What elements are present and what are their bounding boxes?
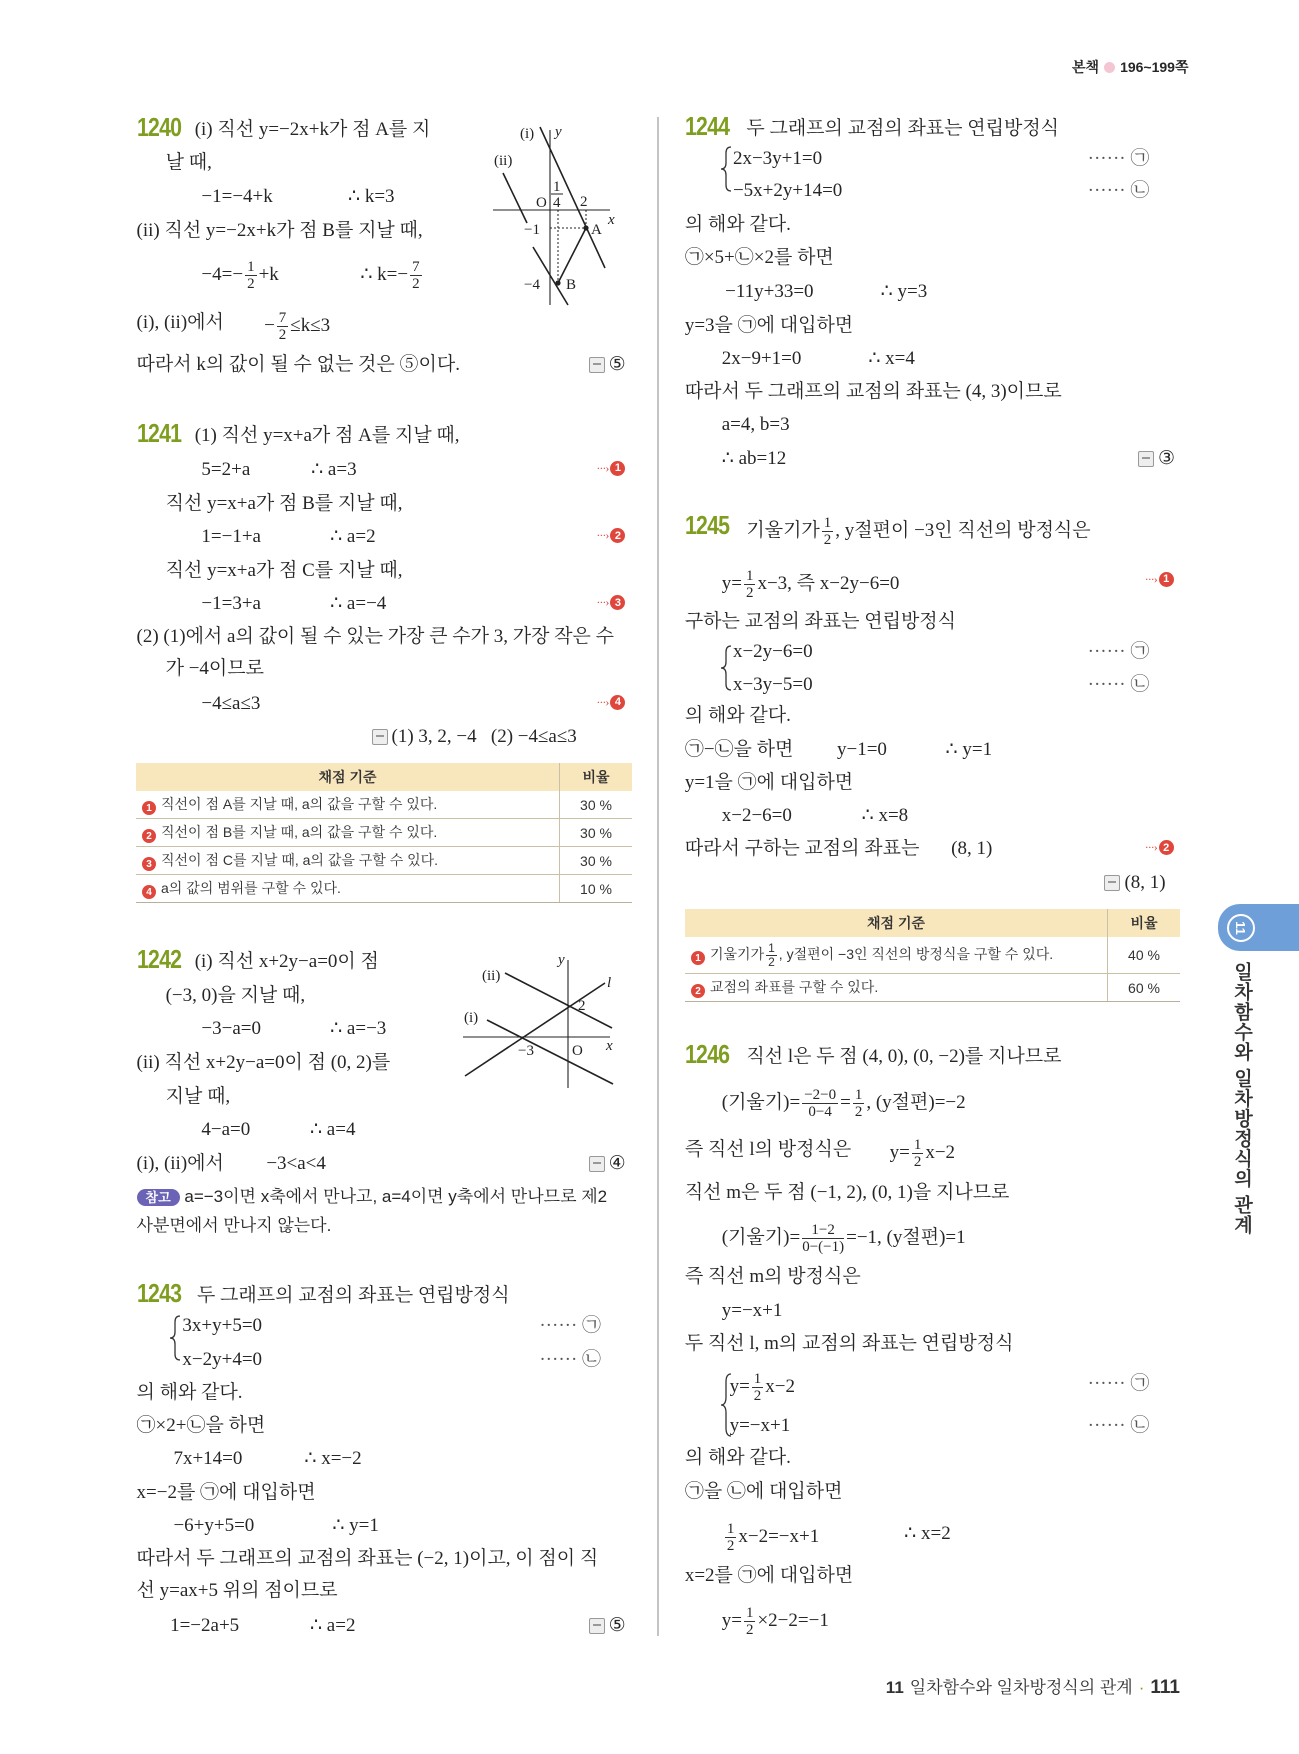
equation: ∴ ab=12 <box>721 447 787 469</box>
text: 기울기가 <box>746 520 820 542</box>
criterion: 직선이 점 B를 지날 때, a의 값을 구할 수 있다. <box>161 823 438 840</box>
fraction <box>822 515 834 548</box>
equation-result: ∴ y=1 <box>945 738 993 760</box>
step-number: 2 <box>1159 840 1174 855</box>
equation: y=−x+1 <box>721 1300 783 1322</box>
problem-number: 1244 <box>684 110 729 141</box>
step-number: 1 <box>1159 572 1174 587</box>
graph-label: 1 <box>553 179 561 195</box>
table-row <box>136 875 632 903</box>
ratio: 30 % <box>560 819 633 847</box>
criterion: 직선이 점 A를 지날 때, a의 값을 구할 수 있다. <box>161 795 438 812</box>
answer-value: ⑤ <box>608 1614 626 1636</box>
text: y= <box>729 1376 750 1398</box>
graph-label: −4 <box>524 277 540 293</box>
answer-icon <box>372 729 388 745</box>
table-row <box>136 847 632 875</box>
numerator: 1−2 <box>802 1222 844 1239</box>
criterion: 직선이 점 C를 지날 때, a의 값을 구할 수 있다. <box>161 851 439 868</box>
chapter-tab-number: 11 <box>1227 914 1255 942</box>
solution-line: 직선 y=x+a가 점 B를 지날 때, <box>165 492 403 514</box>
text: =−1, (y절편)=1 <box>846 1227 966 1249</box>
arrow-icon <box>596 595 608 610</box>
step-marker <box>596 461 625 476</box>
problem-number: 1243 <box>136 1277 181 1308</box>
denominator: 2 <box>412 275 420 292</box>
equation: x−3y−5=0 <box>732 673 813 695</box>
equation-tag: ······ ㉡ <box>1087 673 1150 695</box>
text: (기울기)= <box>721 1091 801 1113</box>
equation-tag: ······ ㉠ <box>539 1315 602 1336</box>
step-number: 1 <box>142 801 156 815</box>
note-badge: 참고 <box>137 1189 180 1206</box>
denominator: 2 <box>753 1388 762 1405</box>
solution-line: 두 직선 l, m의 교점의 좌표는 연립방정식 <box>684 1332 1014 1354</box>
ratio: 10 % <box>560 875 633 903</box>
solution-line: 선 y=ax+5 위의 점이므로 <box>136 1580 338 1602</box>
graph-label: y <box>558 952 565 968</box>
step-marker <box>596 695 625 710</box>
answer <box>589 1613 626 1639</box>
graph-label: O <box>572 1043 583 1059</box>
equation: 4−a=0 <box>201 1119 251 1141</box>
equation: x−2y+4=0 <box>182 1348 263 1370</box>
fraction <box>853 1087 865 1120</box>
chapter-title: 일차함수와 일차방정식의 관계 <box>909 1678 1133 1697</box>
text: x−2 <box>765 1376 796 1398</box>
answer-value: ⑤ <box>608 353 626 375</box>
grading-table <box>136 763 632 903</box>
step-number: 2 <box>142 829 156 843</box>
equation <box>730 1371 795 1404</box>
chapter-tab-title: 일차함수와 일차방정식의 관계 <box>1231 962 1252 1235</box>
solution-line: (2) (1)에서 a의 값이 될 수 있는 가장 큰 수가 3, 가장 작은 수 <box>136 625 614 647</box>
page-footer <box>886 1673 1180 1699</box>
solution-line: ㉠×5+㉡×2를 하면 <box>684 247 834 269</box>
arrow-icon <box>596 695 608 710</box>
problem-number: 1245 <box>684 510 729 541</box>
solution-line: 따라서 두 그래프의 교점의 좌표는 (−2, 1)이고, 이 점이 직 <box>136 1547 599 1569</box>
answer-value: (1) 3, 2, −4 (2) −4≤a≤3 <box>391 726 577 748</box>
ratio: 30 % <box>560 791 633 819</box>
equation-result: ∴ k=3 <box>348 185 395 207</box>
answer-value: (8, 1) <box>1124 871 1166 893</box>
ratio: 40 % <box>1108 937 1181 974</box>
equation-result: ∴ a=4 <box>309 1119 356 1141</box>
solution-line: 즉 직선 l의 방정식은 <box>684 1139 852 1161</box>
solution-line: 날 때, <box>165 152 212 174</box>
denominator: 2 <box>278 327 287 344</box>
equation <box>722 568 900 601</box>
fraction <box>752 1371 764 1404</box>
coordinate: (8, 1) <box>951 838 993 860</box>
solution-line: 의 해와 같다. <box>684 705 791 727</box>
equation-result: ∴ a=−4 <box>330 593 387 615</box>
equation: y=−x+1 <box>729 1414 791 1436</box>
arrow-icon <box>1145 840 1157 855</box>
equation <box>722 1222 966 1255</box>
solution-line: (i) 직선 x+2y−a=0이 점 <box>194 951 379 973</box>
equation-tag: ······ ㉡ <box>539 1348 602 1370</box>
equation-result: ∴ x=4 <box>868 348 915 370</box>
solution-line: 따라서 k의 값이 될 수 없는 것은 ⑤이다. <box>136 353 460 375</box>
fraction <box>410 259 422 292</box>
column-header: 채점 기준 <box>685 909 1108 937</box>
solution-line: 따라서 두 그래프의 교점의 좌표는 (4, 3)이므로 <box>684 380 1062 402</box>
solution-line: 직선 y=x+a가 점 C를 지날 때, <box>165 559 403 581</box>
graph-label: −3 <box>518 1043 534 1059</box>
table-row <box>136 791 632 819</box>
graph-label: O <box>536 195 547 211</box>
arrow-icon <box>596 528 608 543</box>
solution-line: 가 −4이므로 <box>165 658 264 680</box>
column-header: 비율 <box>560 763 633 791</box>
solution-line: 따라서 구하는 교점의 좌표는 <box>684 838 920 860</box>
fraction <box>802 1222 844 1255</box>
text: ×2−2=−1 <box>757 1609 829 1631</box>
equation: 1=−2a+5 <box>170 1614 240 1636</box>
numerator: 1 <box>913 1137 922 1154</box>
equation <box>890 1137 955 1170</box>
inequality: −3<a<4 <box>266 1152 326 1174</box>
equation: −3−a=0 <box>201 1018 261 1040</box>
denominator: 2 <box>823 532 832 549</box>
numerator: 7 <box>412 258 420 275</box>
text: − <box>264 315 275 337</box>
solution-line: (i), (ii)에서 <box>136 1152 224 1174</box>
solution-line: (i), (ii)에서 <box>136 312 224 334</box>
page-range: 196~199쪽 <box>1120 59 1189 76</box>
equation: 2x−9+1=0 <box>721 348 802 370</box>
line-l <box>465 983 605 1076</box>
equation <box>722 1605 829 1638</box>
denominator: 2 <box>745 1622 754 1639</box>
graph-label: (i) <box>520 126 535 142</box>
problem-number: 1242 <box>136 944 181 975</box>
system-brace <box>721 147 731 191</box>
equation: −1=3+a <box>201 593 261 615</box>
equation: −11y+33=0 <box>725 281 814 303</box>
answer-value: ④ <box>608 1152 626 1174</box>
step-marker <box>1145 840 1174 855</box>
problem-number: 1246 <box>684 1039 729 1070</box>
step-number: 4 <box>142 885 156 899</box>
numerator: 1 <box>753 1371 762 1388</box>
equation: 7x+14=0 <box>173 1448 243 1470</box>
solution-line: x=2를 ㉠에 대입하면 <box>684 1564 854 1586</box>
text: y= <box>889 1142 910 1164</box>
step-marker <box>596 595 625 610</box>
answer-icon <box>589 1618 605 1634</box>
graph-label: x <box>606 1038 613 1054</box>
point-b <box>555 280 560 285</box>
fraction <box>277 310 289 343</box>
table-row <box>136 819 632 847</box>
separator: · <box>1138 1678 1145 1697</box>
equation: −6+y+5=0 <box>173 1515 255 1537</box>
numerator: 1 <box>745 567 754 584</box>
step-marker <box>596 528 625 543</box>
graph-label: (ii) <box>482 968 501 984</box>
answer <box>372 724 577 750</box>
denominator: 2 <box>726 1538 735 1555</box>
denominator: 0−4 <box>808 1103 832 1120</box>
equation: −1=−4+k <box>201 185 273 207</box>
text: y= <box>721 1609 742 1631</box>
ratio: 60 % <box>1108 974 1181 1002</box>
graph-label: (ii) <box>494 153 513 169</box>
text: = <box>840 1091 851 1113</box>
solution-line: 두 그래프의 교점의 좌표는 연립방정식 <box>196 1284 510 1306</box>
text: −4=− <box>201 263 244 285</box>
step-number: 3 <box>610 595 625 610</box>
solution-line: (−3, 0)을 지날 때, <box>165 984 306 1006</box>
graph-label: 4 <box>553 195 561 211</box>
solution-line: 의 해와 같다. <box>684 213 791 235</box>
denominator: 2 <box>745 584 754 601</box>
text: y= <box>721 572 742 594</box>
numerator: −2−0 <box>804 1086 837 1103</box>
graph-label: l <box>607 975 612 991</box>
solution-line: 의 해와 같다. <box>684 1447 791 1469</box>
equation: 3x+y+5=0 <box>182 1315 263 1336</box>
criterion: 교점의 좌표를 구할 수 있다. <box>710 978 879 995</box>
equation-result: ∴ x=8 <box>861 804 909 826</box>
step-number: 2 <box>691 984 705 998</box>
answer <box>1104 870 1165 896</box>
fraction <box>766 942 777 969</box>
equation-result <box>360 259 423 292</box>
text: ∴ k=− <box>360 263 409 285</box>
equation-result: ∴ y=1 <box>332 1515 379 1537</box>
equation-result: ∴ x=−2 <box>304 1448 362 1470</box>
solution-line: (ii) 직선 x+2y−a=0이 점 (0, 2)를 <box>136 1052 391 1074</box>
denominator: 0−(−1) <box>802 1239 845 1256</box>
denominator: 2 <box>913 1154 922 1171</box>
note <box>137 1184 608 1210</box>
line-ii <box>505 973 612 1028</box>
numerator: 1 <box>726 1521 735 1538</box>
fraction <box>744 568 756 601</box>
graph-label: B <box>566 277 577 293</box>
column-header: 비율 <box>1108 909 1181 937</box>
equation-result: ∴ a=2 <box>309 1614 356 1636</box>
text: +k <box>258 263 279 285</box>
equation-result: ∴ a=2 <box>330 526 376 548</box>
solution-line: x=−2를 ㉠에 대입하면 <box>136 1481 316 1503</box>
point-a <box>583 225 588 230</box>
denominator: 2 <box>854 1103 863 1120</box>
graph-label: (i) <box>464 1010 479 1026</box>
text: , (y절편)=−2 <box>866 1091 966 1113</box>
numerator: 1 <box>854 1086 863 1103</box>
column-header: 채점 기준 <box>136 763 560 791</box>
equation <box>201 259 278 292</box>
numerator: 1 <box>823 515 832 532</box>
text: , y절편이 −3인 직선의 방정식은 <box>835 520 1091 542</box>
equation: 2x−3y+1=0 <box>732 147 823 169</box>
solution-line: ㉠−㉡을 하면 <box>684 738 794 760</box>
fraction <box>245 259 257 292</box>
equation <box>723 1521 819 1554</box>
equation-result: ∴ a=3 <box>311 458 357 480</box>
text: x−2=−x+1 <box>738 1526 820 1547</box>
answer <box>589 1151 626 1177</box>
grading-table <box>685 909 1180 1002</box>
solution-line: 의 해와 같다. <box>136 1382 243 1404</box>
step-marker <box>1145 572 1174 587</box>
denominator: 2 <box>768 954 775 969</box>
fraction <box>802 1087 838 1120</box>
table-row <box>685 937 1180 974</box>
text: (기울기)= <box>721 1227 801 1249</box>
solution-line: 직선 m은 두 점 (−1, 2), (0, 1)을 지나므로 <box>684 1181 1010 1203</box>
equation: x−2y−6=0 <box>732 641 813 663</box>
equation: y−1=0 <box>837 738 887 760</box>
segment-ab <box>558 228 586 283</box>
solution-line: y=3을 ㉠에 대입하면 <box>684 314 854 336</box>
equation: x−2−6=0 <box>721 804 792 826</box>
fraction <box>725 1521 737 1554</box>
answer <box>1138 446 1175 472</box>
text: x−3, 즉 x−2y−6=0 <box>757 572 900 594</box>
equation-result: ∴ y=3 <box>880 281 928 303</box>
numerator: 1 <box>745 1605 754 1622</box>
chapter-number: 11 <box>885 1678 904 1697</box>
problem-number: 1241 <box>136 418 181 449</box>
step-number: 3 <box>142 857 156 871</box>
solution-line: 두 그래프의 교점의 좌표는 연립방정식 <box>746 117 1060 139</box>
solution-line: (ii) 직선 y=−2x+k가 점 B를 지날 때, <box>136 219 423 241</box>
graph-label: x <box>608 212 615 228</box>
inequality <box>264 310 330 343</box>
graph-label: y <box>555 124 562 140</box>
criterion: a의 값의 범위를 구할 수 있다. <box>161 879 341 896</box>
equation: 5=2+a <box>201 458 251 480</box>
fraction <box>744 1605 756 1638</box>
inequality: −4≤a≤3 <box>201 692 261 714</box>
equation-tag: ······ ㉠ <box>1087 1373 1150 1395</box>
equation: a=4, b=3 <box>721 414 790 436</box>
line-ii-upper <box>503 173 527 223</box>
step-number: 4 <box>610 695 625 710</box>
graph-label: 2 <box>580 194 588 210</box>
numerator: 1 <box>768 940 775 955</box>
step-number: 1 <box>610 461 625 476</box>
equation <box>722 1087 966 1120</box>
solution-line: 직선 l은 두 점 (4, 0), (0, −2)를 지나므로 <box>746 1046 1062 1068</box>
arrow-icon <box>1145 572 1157 587</box>
fraction <box>912 1137 924 1170</box>
equation: −5x+2y+14=0 <box>732 180 843 202</box>
answer <box>589 352 626 378</box>
solution-line: 즉 직선 m의 방정식은 <box>684 1265 861 1287</box>
solution-line: 지날 때, <box>165 1085 231 1107</box>
text: x−2 <box>925 1142 956 1164</box>
equation-tag: ······ ㉠ <box>1087 641 1150 663</box>
answer-icon <box>589 357 605 373</box>
solution-line <box>746 515 1090 548</box>
line-i <box>487 1020 613 1084</box>
equation-result: ∴ a=−3 <box>330 1018 387 1040</box>
system-brace <box>170 1316 180 1360</box>
answer-icon <box>1104 875 1120 891</box>
solution-line: ㉠을 ㉡에 대입하면 <box>684 1480 843 1502</box>
text: ≤k≤3 <box>290 315 331 337</box>
note-text: 사분면에서 만나지 않는다. <box>136 1216 332 1236</box>
solution-line: y=1을 ㉠에 대입하면 <box>684 772 854 794</box>
solution-line: 구하는 교점의 좌표는 연립방정식 <box>684 611 957 633</box>
table-row <box>685 974 1180 1002</box>
problem-number: 1240 <box>136 111 181 142</box>
answer-value: ③ <box>1158 447 1176 469</box>
ratio: 30 % <box>560 847 633 875</box>
solution-line: (1) 직선 y=x+a가 점 A를 지날 때, <box>194 425 460 447</box>
equation-tag: ······ ㉠ <box>1087 147 1150 169</box>
numerator: 1 <box>247 258 255 275</box>
answer-icon <box>589 1156 605 1172</box>
step-number: 1 <box>691 951 705 965</box>
page-number: 111 <box>1150 1677 1180 1698</box>
equation-tag: ······ ㉡ <box>1087 1414 1150 1436</box>
book-label: 본책 <box>1072 59 1100 76</box>
equation-tag: ······ ㉡ <box>1087 180 1150 202</box>
step-number: 2 <box>610 528 625 543</box>
graph-label: A <box>591 222 602 238</box>
criterion: , y절편이 −3인 직선의 방정식을 구할 수 있다. <box>778 945 1054 962</box>
denominator: 2 <box>247 275 255 292</box>
answer-icon <box>1138 451 1154 467</box>
note-text: a=−3이면 x축에서 만나고, a=4이면 y축에서 만나므로 제2 <box>184 1187 608 1207</box>
numerator: 7 <box>278 310 287 327</box>
graph-label: −1 <box>524 222 540 238</box>
equation-result: ∴ x=2 <box>904 1523 951 1545</box>
solution-line: ㉠×2+㉡을 하면 <box>136 1414 266 1436</box>
system-brace <box>721 646 731 690</box>
solution-line: (i) 직선 y=−2x+k가 점 A를 지 <box>194 118 431 140</box>
graph-label: 2 <box>578 998 586 1014</box>
criterion: 기울기가 <box>710 945 765 962</box>
equation: 1=−1+a <box>201 526 261 548</box>
chapter-tab[interactable] <box>1218 904 1299 951</box>
arrow-icon <box>596 461 608 476</box>
